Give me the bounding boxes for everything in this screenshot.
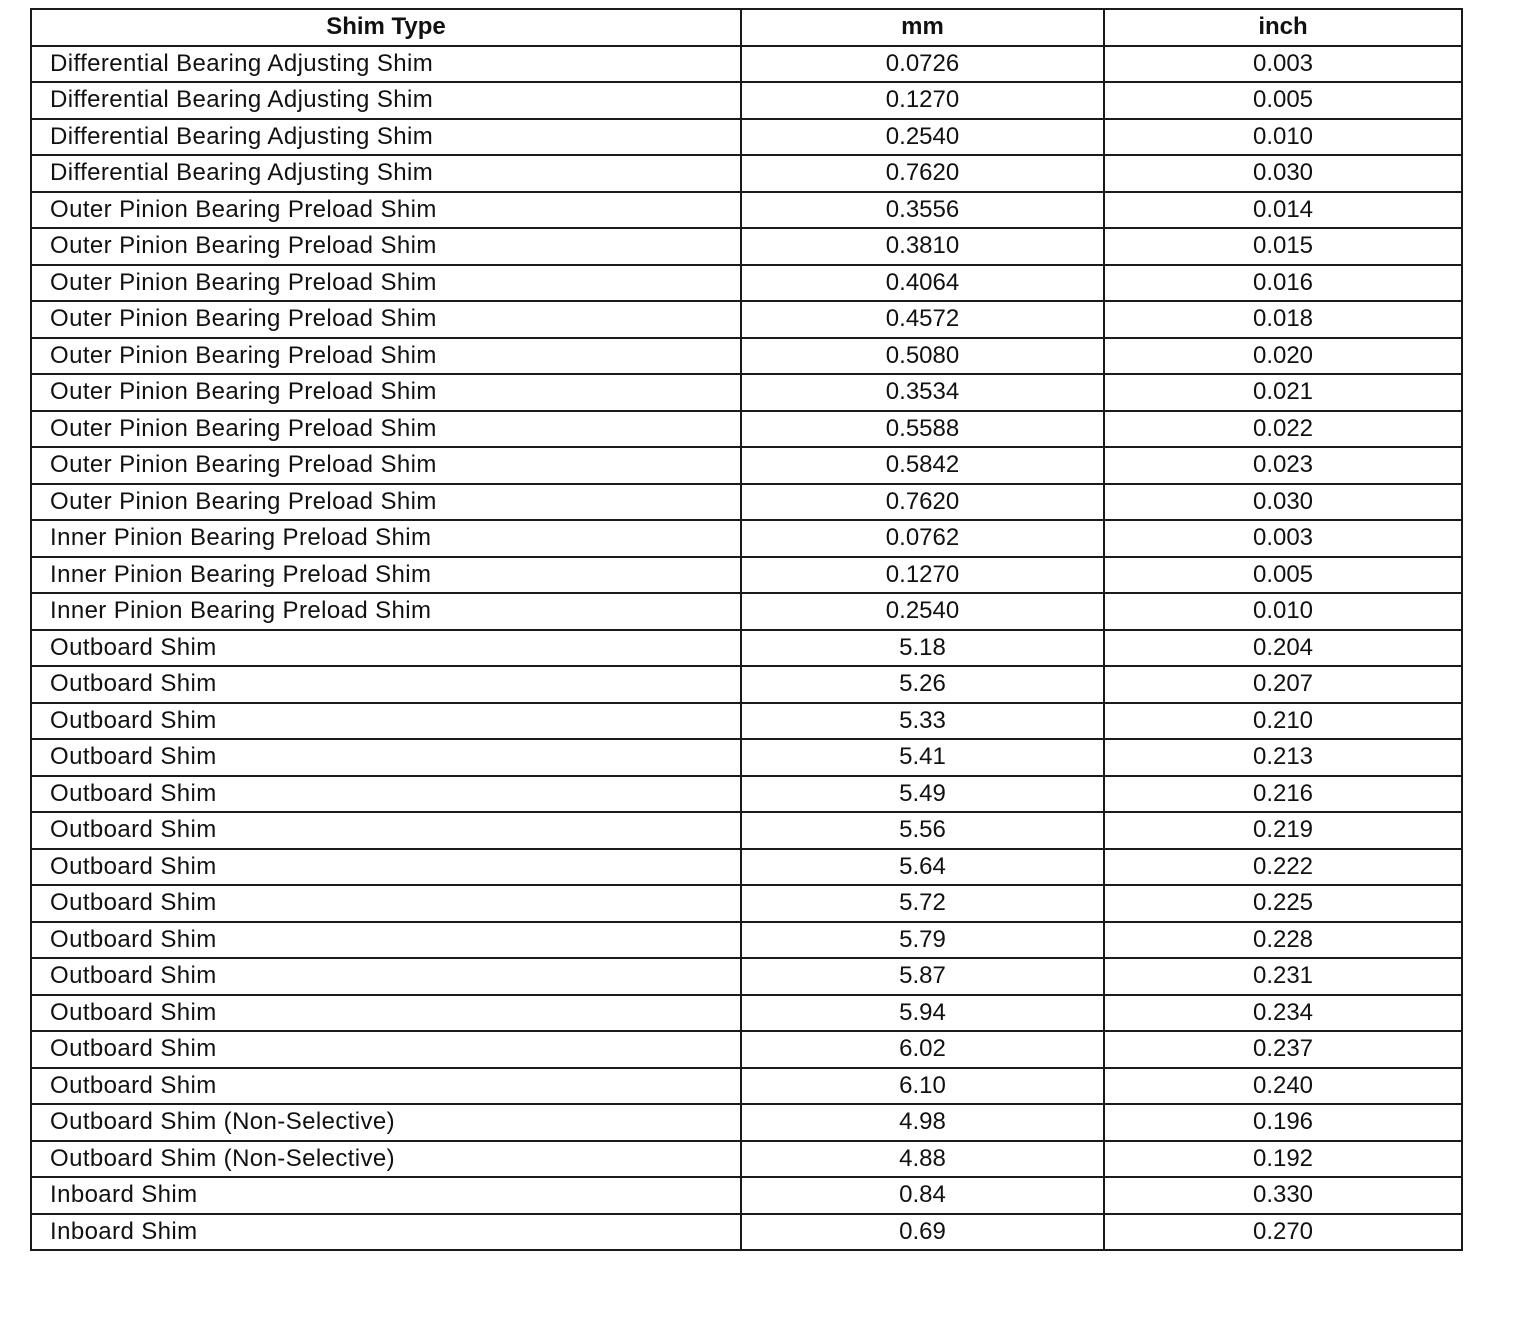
cell-inch: 0.222 bbox=[1104, 849, 1462, 886]
cell-mm: 0.4572 bbox=[741, 301, 1104, 338]
cell-mm: 0.84 bbox=[741, 1177, 1104, 1214]
shim-specification-table bbox=[30, 8, 1463, 1251]
cell-inch: 0.216 bbox=[1104, 776, 1462, 813]
cell-shim-type: Outboard Shim bbox=[31, 995, 741, 1032]
cell-shim-type: Outboard Shim bbox=[31, 739, 741, 776]
cell-inch: 0.030 bbox=[1104, 155, 1462, 192]
table-row bbox=[31, 958, 1462, 995]
cell-inch: 0.192 bbox=[1104, 1141, 1462, 1178]
cell-inch: 0.016 bbox=[1104, 265, 1462, 302]
cell-shim-type: Outboard Shim bbox=[31, 1031, 741, 1068]
cell-inch: 0.196 bbox=[1104, 1104, 1462, 1141]
cell-mm: 5.87 bbox=[741, 958, 1104, 995]
table-row bbox=[31, 630, 1462, 667]
table-row bbox=[31, 1177, 1462, 1214]
table-row bbox=[31, 593, 1462, 630]
cell-mm: 0.69 bbox=[741, 1214, 1104, 1251]
cell-mm: 0.1270 bbox=[741, 557, 1104, 594]
cell-inch: 0.234 bbox=[1104, 995, 1462, 1032]
cell-shim-type: Inner Pinion Bearing Preload Shim bbox=[31, 520, 741, 557]
table-row bbox=[31, 338, 1462, 375]
table-row bbox=[31, 228, 1462, 265]
table-row bbox=[31, 1068, 1462, 1105]
cell-mm: 5.94 bbox=[741, 995, 1104, 1032]
cell-inch: 0.330 bbox=[1104, 1177, 1462, 1214]
cell-inch: 0.020 bbox=[1104, 338, 1462, 375]
table-row bbox=[31, 995, 1462, 1032]
table-row bbox=[31, 1031, 1462, 1068]
cell-inch: 0.204 bbox=[1104, 630, 1462, 667]
cell-shim-type: Outboard Shim (Non-Selective) bbox=[31, 1104, 741, 1141]
cell-shim-type: Outboard Shim bbox=[31, 885, 741, 922]
cell-inch: 0.014 bbox=[1104, 192, 1462, 229]
cell-shim-type: Outboard Shim bbox=[31, 1068, 741, 1105]
cell-mm: 0.5080 bbox=[741, 338, 1104, 375]
cell-mm: 0.0762 bbox=[741, 520, 1104, 557]
cell-inch: 0.005 bbox=[1104, 557, 1462, 594]
cell-mm: 5.41 bbox=[741, 739, 1104, 776]
cell-shim-type: Inner Pinion Bearing Preload Shim bbox=[31, 593, 741, 630]
cell-shim-type: Outboard Shim (Non-Selective) bbox=[31, 1141, 741, 1178]
cell-mm: 5.79 bbox=[741, 922, 1104, 959]
cell-mm: 0.2540 bbox=[741, 119, 1104, 156]
cell-inch: 0.015 bbox=[1104, 228, 1462, 265]
cell-shim-type: Outboard Shim bbox=[31, 630, 741, 667]
cell-inch: 0.030 bbox=[1104, 484, 1462, 521]
cell-inch: 0.225 bbox=[1104, 885, 1462, 922]
table-row bbox=[31, 812, 1462, 849]
header-mm: mm bbox=[741, 9, 1104, 46]
table-row bbox=[31, 1141, 1462, 1178]
table-header bbox=[31, 9, 1462, 46]
cell-shim-type: Differential Bearing Adjusting Shim bbox=[31, 155, 741, 192]
table-row bbox=[31, 666, 1462, 703]
cell-mm: 0.7620 bbox=[741, 155, 1104, 192]
cell-inch: 0.021 bbox=[1104, 374, 1462, 411]
cell-mm: 5.56 bbox=[741, 812, 1104, 849]
table-row bbox=[31, 776, 1462, 813]
cell-mm: 0.0726 bbox=[741, 46, 1104, 83]
cell-shim-type: Differential Bearing Adjusting Shim bbox=[31, 119, 741, 156]
table-row bbox=[31, 301, 1462, 338]
cell-shim-type: Outboard Shim bbox=[31, 849, 741, 886]
cell-shim-type: Outer Pinion Bearing Preload Shim bbox=[31, 447, 741, 484]
cell-shim-type: Outboard Shim bbox=[31, 703, 741, 740]
cell-shim-type: Inner Pinion Bearing Preload Shim bbox=[31, 557, 741, 594]
table-row bbox=[31, 447, 1462, 484]
cell-inch: 0.003 bbox=[1104, 520, 1462, 557]
cell-shim-type: Outer Pinion Bearing Preload Shim bbox=[31, 301, 741, 338]
table-row bbox=[31, 119, 1462, 156]
cell-shim-type: Outboard Shim bbox=[31, 812, 741, 849]
cell-inch: 0.228 bbox=[1104, 922, 1462, 959]
cell-mm: 5.18 bbox=[741, 630, 1104, 667]
table-row bbox=[31, 484, 1462, 521]
cell-inch: 0.213 bbox=[1104, 739, 1462, 776]
table-row bbox=[31, 1214, 1462, 1251]
cell-shim-type: Differential Bearing Adjusting Shim bbox=[31, 82, 741, 119]
cell-mm: 0.5588 bbox=[741, 411, 1104, 448]
cell-inch: 0.005 bbox=[1104, 82, 1462, 119]
table-row bbox=[31, 82, 1462, 119]
header-row bbox=[31, 9, 1462, 46]
cell-inch: 0.207 bbox=[1104, 666, 1462, 703]
cell-inch: 0.237 bbox=[1104, 1031, 1462, 1068]
cell-shim-type: Outer Pinion Bearing Preload Shim bbox=[31, 374, 741, 411]
cell-shim-type: Differential Bearing Adjusting Shim bbox=[31, 46, 741, 83]
table-row bbox=[31, 411, 1462, 448]
cell-mm: 0.5842 bbox=[741, 447, 1104, 484]
cell-mm: 0.3810 bbox=[741, 228, 1104, 265]
cell-shim-type: Inboard Shim bbox=[31, 1214, 741, 1251]
cell-inch: 0.210 bbox=[1104, 703, 1462, 740]
table-row bbox=[31, 1104, 1462, 1141]
table-row bbox=[31, 155, 1462, 192]
cell-inch: 0.219 bbox=[1104, 812, 1462, 849]
cell-shim-type: Outer Pinion Bearing Preload Shim bbox=[31, 228, 741, 265]
table-row bbox=[31, 557, 1462, 594]
cell-mm: 5.26 bbox=[741, 666, 1104, 703]
header-inch: inch bbox=[1104, 9, 1462, 46]
cell-shim-type: Outer Pinion Bearing Preload Shim bbox=[31, 338, 741, 375]
cell-mm: 5.49 bbox=[741, 776, 1104, 813]
cell-shim-type: Outboard Shim bbox=[31, 776, 741, 813]
cell-inch: 0.240 bbox=[1104, 1068, 1462, 1105]
cell-mm: 0.3556 bbox=[741, 192, 1104, 229]
cell-shim-type: Outboard Shim bbox=[31, 922, 741, 959]
cell-shim-type: Inboard Shim bbox=[31, 1177, 741, 1214]
cell-mm: 0.2540 bbox=[741, 593, 1104, 630]
cell-shim-type: Outboard Shim bbox=[31, 958, 741, 995]
cell-inch: 0.270 bbox=[1104, 1214, 1462, 1251]
cell-shim-type: Outboard Shim bbox=[31, 666, 741, 703]
cell-inch: 0.003 bbox=[1104, 46, 1462, 83]
cell-inch: 0.022 bbox=[1104, 411, 1462, 448]
cell-mm: 4.88 bbox=[741, 1141, 1104, 1178]
table-row bbox=[31, 885, 1462, 922]
cell-mm: 6.02 bbox=[741, 1031, 1104, 1068]
cell-mm: 5.72 bbox=[741, 885, 1104, 922]
table-row bbox=[31, 922, 1462, 959]
table-row bbox=[31, 703, 1462, 740]
cell-mm: 0.4064 bbox=[741, 265, 1104, 302]
cell-mm: 5.33 bbox=[741, 703, 1104, 740]
table-row bbox=[31, 265, 1462, 302]
cell-shim-type: Outer Pinion Bearing Preload Shim bbox=[31, 265, 741, 302]
cell-inch: 0.023 bbox=[1104, 447, 1462, 484]
table-row bbox=[31, 192, 1462, 229]
cell-mm: 6.10 bbox=[741, 1068, 1104, 1105]
cell-shim-type: Outer Pinion Bearing Preload Shim bbox=[31, 484, 741, 521]
cell-mm: 0.3534 bbox=[741, 374, 1104, 411]
cell-mm: 5.64 bbox=[741, 849, 1104, 886]
header-shim-type: Shim Type bbox=[31, 9, 741, 46]
table-body bbox=[31, 46, 1462, 1251]
table-row bbox=[31, 374, 1462, 411]
cell-mm: 0.1270 bbox=[741, 82, 1104, 119]
cell-shim-type: Outer Pinion Bearing Preload Shim bbox=[31, 411, 741, 448]
table-row bbox=[31, 739, 1462, 776]
table-row bbox=[31, 46, 1462, 83]
cell-inch: 0.018 bbox=[1104, 301, 1462, 338]
cell-mm: 0.7620 bbox=[741, 484, 1104, 521]
cell-shim-type: Outer Pinion Bearing Preload Shim bbox=[31, 192, 741, 229]
cell-mm: 4.98 bbox=[741, 1104, 1104, 1141]
cell-inch: 0.010 bbox=[1104, 593, 1462, 630]
cell-inch: 0.010 bbox=[1104, 119, 1462, 156]
cell-inch: 0.231 bbox=[1104, 958, 1462, 995]
table-row bbox=[31, 520, 1462, 557]
table-row bbox=[31, 849, 1462, 886]
